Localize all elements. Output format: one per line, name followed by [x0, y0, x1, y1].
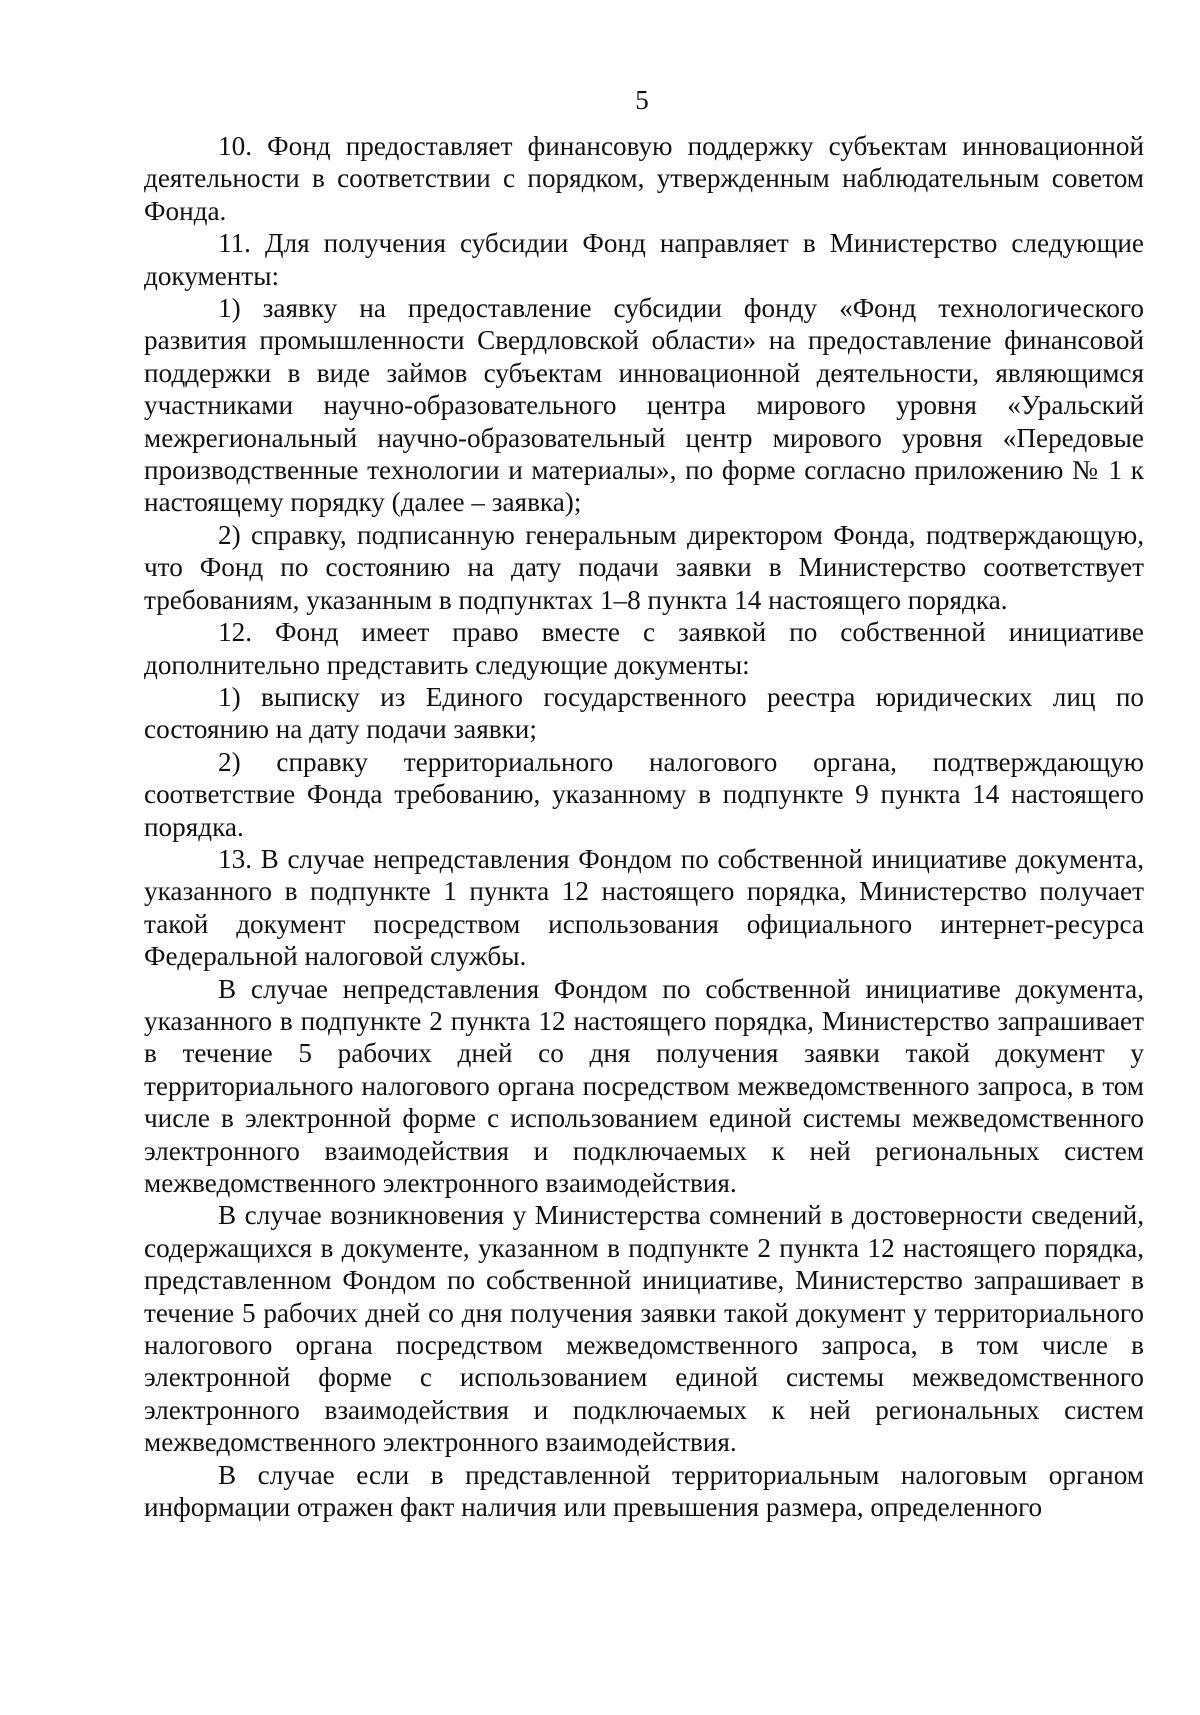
paragraph-13-part-4: В случае если в представленной территориальным налоговым органом информации отражен факт наличия или превышения размера, определенного — [144, 1459, 1144, 1523]
paragraph-13-part-2: В случае непредставления Фондом по собственной инициативе документа, указанного в подпункте 2 пункта 12 настоящего порядка, Министерство запрашивает в течение 5 рабочих дней со дня получения заявки такой документ у территориального налогового органа посредством межведомственного запроса, в том числе в электронной форме с использованием единой системы межведомственного электронного взаимодействия и подключаемых к ней региональных систем межведомственного электронного взаимодействия. — [144, 973, 1144, 1198]
paragraph-13: 13. В случае непредставления Фондом по собственной инициативе документа, указанного в подпункте 1 пункта 12 настоящего порядка, Министерство получает такой документ посредством использования официального интернет-ресурса Федеральной налоговой службы. — [144, 843, 1144, 972]
paragraph-12-item-1: 1) выписку из Единого государственного реестра юридических лиц по состоянию на дату подачи заявки; — [144, 681, 1144, 745]
paragraph-11-item-1: 1) заявку на предоставление субсидии фонду «Фонд технологического развития промышленности Свердловской области» на предоставление финансовой поддержки в виде займов субъектам инновационной деятельности, являющимся участниками научно-образовательного центра мирового уровня «Уральский межрегиональный научно-образовательный центр мирового уровня «Передовые производственные технологии и материалы», по форме согласно приложению № 1 к настоящему порядку (далее – заявка); — [144, 293, 1144, 518]
paragraph-11: 11. Для получения субсидии Фонд направляет в Министерство следующие документы: — [144, 228, 1144, 291]
paragraph-10: 10. Фонд предоставляет финансовую поддержку субъектам инновационной деятельности в соответствии с порядком, утвержденным наблюдательным советом Фонда. — [144, 131, 1144, 226]
paragraph-12: 12. Фонд имеет право вместе с заявкой по собственной инициативе дополнительно представить следующие документы: — [144, 617, 1144, 680]
page-number: 5 — [635, 85, 649, 115]
paragraph-13-part-3: В случае возникновения у Министерства сомнений в достоверности сведений, содержащихся в документе, указанном в подпункте 2 пункта 12 настоящего порядка, представленном Фондом по собственной инициативе, Министерство запрашивает в течение 5 рабочих дней со дня получения заявки такой документ у территориального налогового органа посредством межведомственного запроса, в том числе в электронной форме с использованием единой системы межведомственного электронного взаимодействия и подключаемых к ней региональных систем межведомственного электронного взаимодействия. — [144, 1200, 1144, 1458]
document-body — [144, 130, 1144, 1523]
paragraph-11-item-2: 2) справку, подписанную генеральным директором Фонда, подтверждающую, что Фонд по состоянию на дату подачи заявки в Министерство соответствует требованиям, указанным в подпунктах 1–8 пункта 14 настоящего порядка. — [144, 519, 1144, 615]
paragraph-12-item-2: 2) справку территориального налогового органа, подтверждающую соответствие Фонда требованию, указанному в подпункте 9 пункта 14 настоящего порядка. — [144, 746, 1144, 842]
